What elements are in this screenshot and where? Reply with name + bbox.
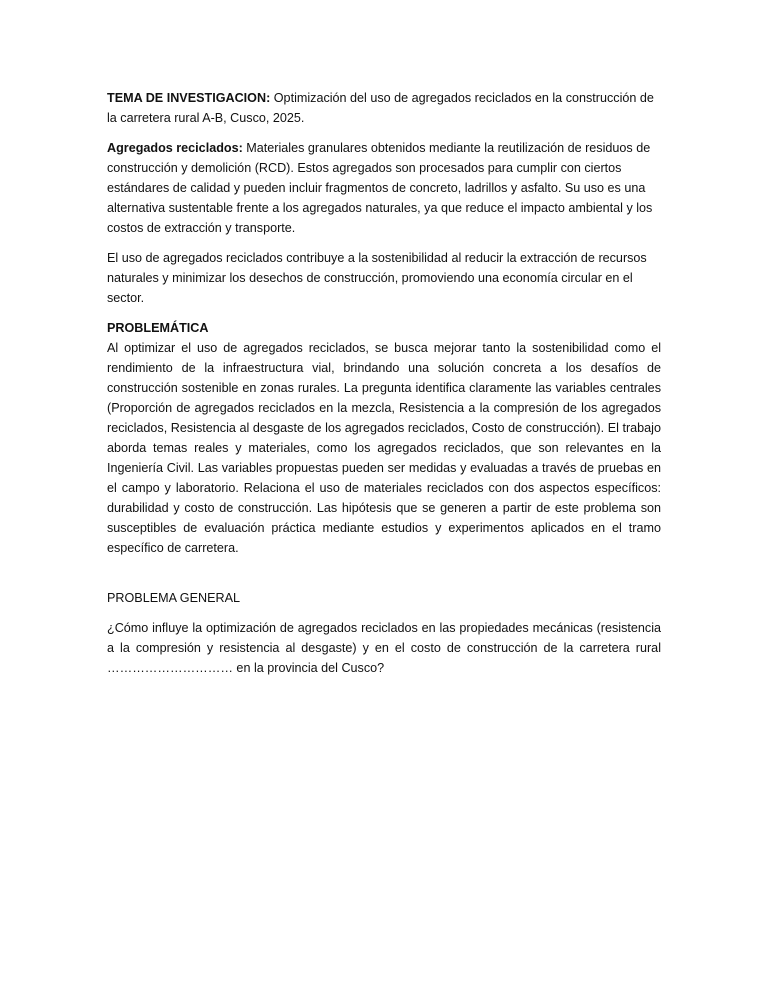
sostenibilidad-paragraph: El uso de agregados reciclados contribuye a la sostenibilidad al reducir la extracción de recursos naturales y minimizar los desechos de construcción, promoviendo una economía circular en el sector. <box>107 251 647 305</box>
tema-paragraph <box>107 88 661 128</box>
section-spacer <box>107 558 661 588</box>
agregados-paragraph <box>107 138 661 238</box>
tema-label: TEMA DE INVESTIGACION: <box>107 91 271 105</box>
agregados-label: Agregados reciclados: <box>107 141 243 155</box>
document-page <box>107 88 661 678</box>
problema-general-heading: PROBLEMA GENERAL <box>107 591 240 605</box>
problematica-heading: PROBLEMÁTICA <box>107 321 209 335</box>
tema-text: Optimización del uso de agregados reciclados en la construcción de la carretera rural A-B, Cusco, 2025. <box>107 91 654 125</box>
problema-general-paragraph: ¿Cómo influye la optimización de agregados reciclados en las propiedades mecánicas (resistencia a la compresión y resistencia al desgaste) y en el costo de construcción de la carretera rural ………………………… en la provincia del Cusco? <box>107 621 661 675</box>
agregados-text: Materiales granulares obtenidos mediante la reutilización de residuos de construcción y demolición (RCD). Estos agregados son procesados para cumplir con ciertos estándares de calidad y pueden incluir fragmentos de concreto, ladrillos y asfalto. Su uso es una alternativa sustentable frente a los agregados naturales, ya que reduce el impacto ambiental y los costos de extracción y transporte. <box>107 141 653 235</box>
problematica-paragraph: Al optimizar el uso de agregados reciclados, se busca mejorar tanto la sostenibilidad como el rendimiento de la infraestructura vial, brindando una solución concreta a los desafíos de construcción sostenible en zonas rurales. La pregunta identifica claramente las variables centrales (Proporción de agregados reciclados en la mezcla, Resistencia a la compresión de los agregados reciclados, Resistencia al desgaste de los agregados reciclados, Costo de construcción). El trabajo aborda temas reales y materiales, como los agregados reciclados, que son relevantes en la Ingeniería Civil. Las variables propuestas pueden ser medidas y evaluadas a través de pruebas en el campo y laboratorio. Relaciona el uso de materiales reciclados con dos aspectos específicos: durabilidad y costo de construcción. Las hipótesis que se generen a partir de este problema son susceptibles de evaluación práctica mediante estudios y experimentos aplicados en el tramo específico de carretera. <box>107 341 661 555</box>
